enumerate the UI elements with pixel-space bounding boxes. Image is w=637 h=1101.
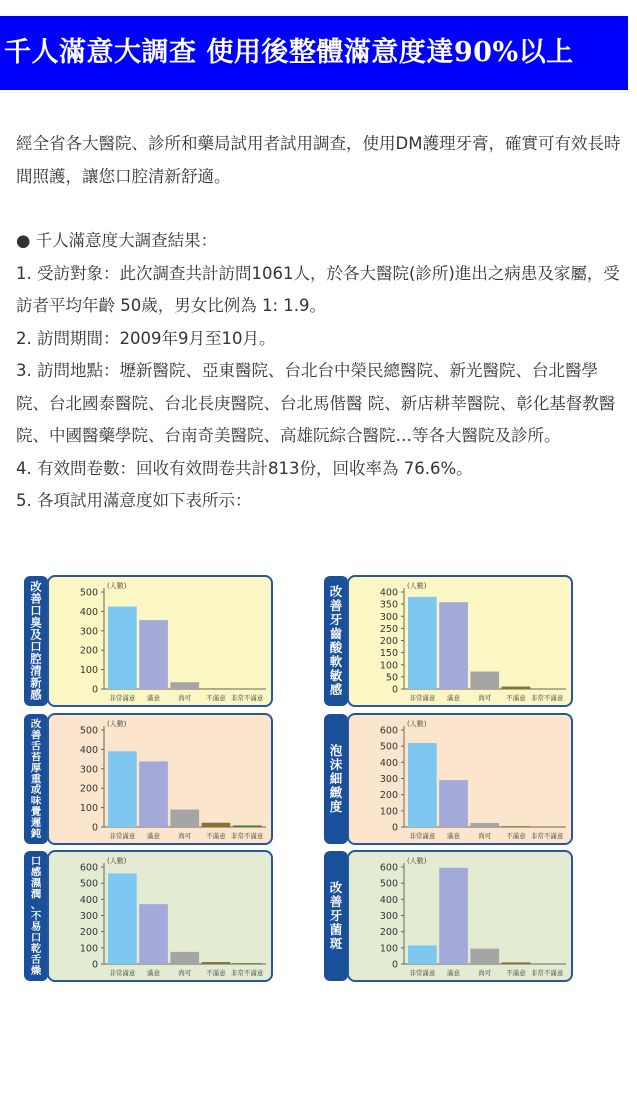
y-tick-label: 400 — [379, 757, 398, 769]
y-unit-label: (人數) — [107, 720, 127, 728]
y-tick-label: 300 — [379, 774, 398, 785]
y-tick-label: 200 — [379, 790, 398, 802]
results-heading: ● 千人滿意度大調查結果： — [16, 231, 218, 250]
bar — [108, 751, 137, 827]
bar — [502, 826, 531, 827]
x-tick-label: 滿意 — [447, 832, 461, 840]
x-tick-label: 尚可 — [478, 969, 492, 977]
bar — [202, 823, 231, 827]
x-tick-label: 非常滿意 — [109, 694, 136, 702]
x-tick-label: 非常滿意 — [109, 832, 136, 840]
bar — [502, 687, 531, 689]
x-tick-label: 非常不滿意 — [230, 694, 264, 702]
article-body — [16, 128, 628, 518]
bar — [202, 688, 231, 689]
y-tick-label: 300 — [79, 911, 98, 922]
y-tick-label: 300 — [79, 764, 98, 776]
y-tick-label: 100 — [379, 943, 398, 955]
bar — [233, 825, 262, 827]
y-tick-label: 600 — [379, 862, 398, 874]
y-tick-label: 0 — [391, 959, 398, 971]
bar — [139, 620, 168, 689]
bar — [470, 949, 499, 964]
x-tick-label: 不滿意 — [206, 969, 226, 977]
bar — [408, 743, 437, 827]
bar — [233, 963, 262, 964]
x-tick-label: 非常不滿意 — [230, 832, 264, 840]
x-tick-label: 滿意 — [447, 694, 461, 702]
y-tick-label: 100 — [79, 665, 98, 677]
y-unit-label: (人數) — [107, 857, 127, 865]
y-tick-label: 0 — [91, 684, 98, 696]
bar — [139, 761, 168, 827]
bar — [170, 682, 199, 689]
x-tick-label: 滿意 — [147, 969, 161, 977]
y-tick-label: 150 — [379, 648, 398, 660]
y-unit-label: (人數) — [107, 582, 127, 590]
y-tick-label: 250 — [379, 623, 398, 635]
y-tick-label: 300 — [379, 911, 398, 922]
x-tick-label: 滿意 — [147, 832, 161, 840]
chart-title: 口感濕潤、不易口乾舌燥 — [30, 855, 42, 977]
y-tick-label: 300 — [79, 626, 98, 638]
page-banner: 千人滿意大調查 使用後整體滿意度達90%以上 — [0, 16, 628, 90]
x-tick-label: 非常不滿意 — [530, 832, 564, 840]
y-tick-label: 200 — [379, 636, 398, 647]
x-tick-label: 非常滿意 — [409, 969, 436, 977]
x-tick-label: 尚可 — [478, 832, 492, 840]
x-tick-label: 非常不滿意 — [530, 694, 564, 702]
result-item-5: 5. 各項試用滿意度如下表所示： — [16, 491, 252, 510]
result-item-2: 2. 訪問期間：2009年9月至10月。 — [16, 328, 276, 348]
chart-title: 改善口臭及口腔清新感 — [30, 579, 42, 702]
y-tick-label: 200 — [379, 927, 398, 939]
y-tick-label: 500 — [79, 587, 98, 599]
y-tick-label: 500 — [79, 878, 98, 890]
bar — [170, 952, 199, 964]
bar — [470, 672, 499, 689]
chart-panel-1 — [24, 576, 272, 706]
x-tick-label: 尚可 — [178, 969, 192, 977]
chart-panel-5 — [24, 851, 272, 981]
y-unit-label: (人數) — [407, 582, 427, 590]
chart-panel-2 — [324, 576, 572, 706]
bar — [408, 597, 437, 689]
x-tick-label: 尚可 — [178, 832, 192, 840]
y-tick-label: 400 — [379, 587, 398, 599]
x-tick-label: 不滿意 — [206, 832, 226, 840]
satisfaction-charts — [0, 560, 637, 990]
chart-panel-6 — [324, 851, 572, 981]
result-item-3: 3. 訪問地點：壢新醫院、亞東醫院、台北台中榮民總醫院、新光醫院、台北醫學院、台北國泰醫院、台北長庚醫院、台北馬偕醫 院、新店耕莘醫院、彰化基督教醫院、中國醫藥學院、台南奇美醫院、高雄阮綜合醫院…等各大醫院及診所。 — [16, 361, 616, 445]
bar — [502, 962, 531, 964]
y-tick-label: 500 — [379, 741, 398, 753]
bar — [408, 945, 437, 964]
bar — [139, 904, 168, 964]
bar — [439, 780, 468, 827]
chart-panel-4 — [324, 714, 572, 844]
x-tick-label: 非常滿意 — [409, 694, 436, 702]
y-tick-label: 500 — [79, 725, 98, 737]
y-tick-label: 400 — [79, 894, 98, 906]
chart-title: 改善牙菌斑 — [329, 880, 343, 952]
x-tick-label: 不滿意 — [506, 832, 526, 840]
y-tick-label: 200 — [79, 783, 98, 795]
y-tick-label: 400 — [79, 606, 98, 618]
y-tick-label: 100 — [379, 660, 398, 672]
y-tick-label: 400 — [379, 894, 398, 906]
result-item-4: 4. 有效問卷數：回收有效問卷共計813份，回收率為 76.6%。 — [16, 458, 473, 478]
y-tick-label: 600 — [379, 725, 398, 737]
x-tick-label: 非常滿意 — [409, 832, 436, 840]
y-tick-label: 300 — [379, 611, 398, 623]
intro-paragraph: 經全省各大醫院、診所和藥局試用者試用調查，使用DM護理牙膏，確實可有效長時間照護，讓您口腔清新舒適。 — [16, 134, 621, 186]
y-tick-label: 200 — [79, 927, 98, 939]
bar — [439, 602, 468, 689]
y-unit-label: (人數) — [407, 720, 427, 728]
bar — [439, 868, 468, 964]
bar — [470, 823, 499, 827]
chart-title: 改善牙齒酸軟敏感 — [329, 584, 343, 698]
x-tick-label: 尚可 — [178, 694, 192, 702]
bar — [108, 607, 137, 689]
y-tick-label: 400 — [79, 744, 98, 756]
chart-title: 改善舌苔厚重或味覺遲鈍 — [30, 718, 42, 840]
y-tick-label: 0 — [91, 822, 98, 834]
x-tick-label: 非常不滿意 — [230, 969, 264, 977]
y-unit-label: (人數) — [407, 857, 427, 865]
x-tick-label: 尚可 — [478, 694, 492, 702]
bar — [202, 962, 231, 964]
x-tick-label: 非常滿意 — [109, 969, 136, 977]
y-tick-label: 0 — [391, 822, 398, 834]
chart-title: 泡沫細緻度 — [329, 743, 343, 815]
y-tick-label: 0 — [91, 959, 98, 971]
y-tick-label: 100 — [79, 803, 98, 815]
y-tick-label: 350 — [379, 599, 398, 611]
y-tick-label: 500 — [379, 878, 398, 890]
y-tick-label: 100 — [79, 943, 98, 955]
x-tick-label: 不滿意 — [506, 969, 526, 977]
x-tick-label: 滿意 — [147, 694, 161, 702]
bar — [108, 873, 137, 964]
chart-panel-3 — [24, 714, 272, 844]
result-item-1: 1. 受訪對象：此次調查共計訪問1061人，於各大醫院(診所)進出之病患及家屬，受訪者平均年齡 50歲，男女比例為 1: 1.9。 — [16, 263, 620, 315]
x-tick-label: 不滿意 — [206, 694, 226, 702]
x-tick-label: 滿意 — [447, 969, 461, 977]
y-tick-label: 600 — [79, 862, 98, 874]
y-tick-label: 100 — [379, 806, 398, 818]
y-tick-label: 200 — [79, 645, 98, 657]
bar — [170, 810, 199, 827]
y-tick-label: 0 — [391, 684, 398, 696]
y-tick-label: 50 — [385, 672, 398, 684]
x-tick-label: 不滿意 — [506, 694, 526, 702]
x-tick-label: 非常不滿意 — [530, 969, 564, 977]
